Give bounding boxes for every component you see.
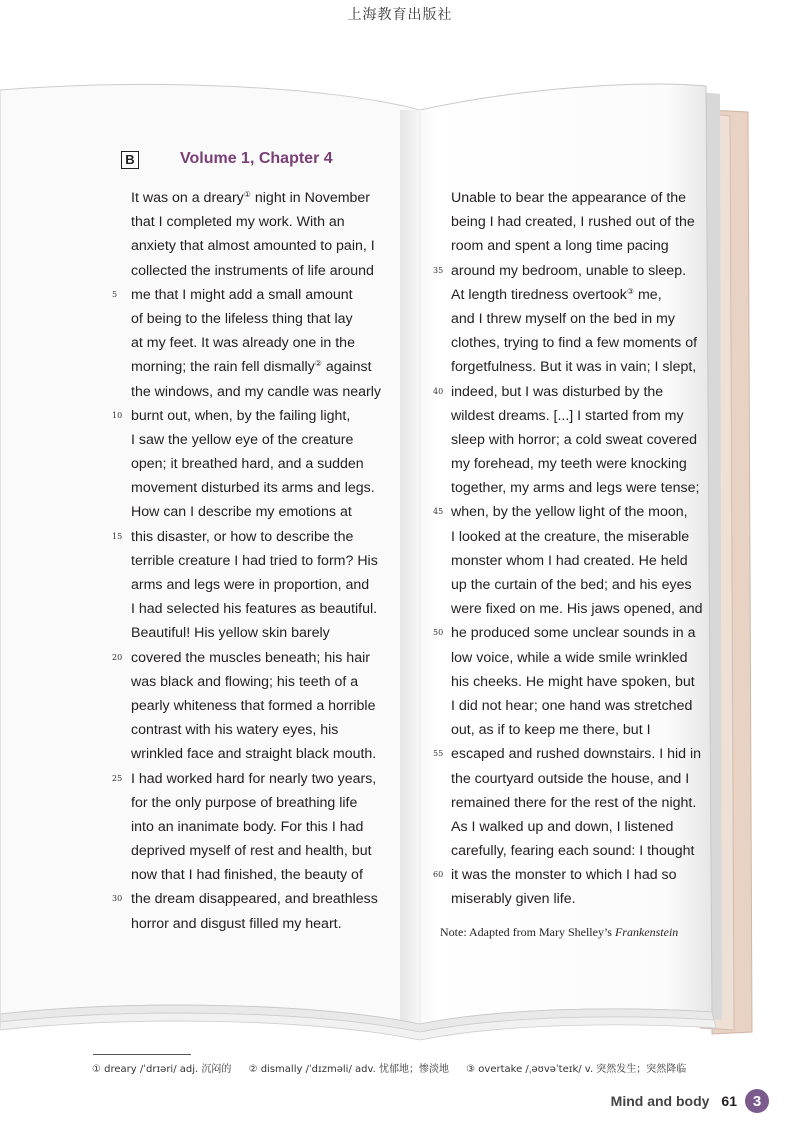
line-text: I had worked hard for nearly two years, xyxy=(131,770,377,787)
text-line xyxy=(131,452,431,476)
line-text: up the curtain of the bed; and his eyes xyxy=(451,577,692,593)
text-line xyxy=(112,887,431,911)
text-line xyxy=(131,428,431,452)
line-text: pearly whiteness that formed a horrible xyxy=(131,697,376,714)
text-line xyxy=(451,452,751,476)
line-text: around my bedroom, unable to sleep. xyxy=(451,262,687,279)
text-line xyxy=(451,283,751,307)
text-line xyxy=(131,210,431,234)
footnote-marker: ① xyxy=(243,190,251,199)
text-line xyxy=(131,355,431,379)
line-text: this disaster, or how to describe the xyxy=(131,528,354,545)
text-line xyxy=(112,283,431,307)
text-line xyxy=(131,815,431,839)
text-line xyxy=(131,621,431,645)
text-line xyxy=(131,380,431,404)
text-line xyxy=(451,573,751,597)
page-number: 61 xyxy=(721,1093,737,1109)
line-text: covered the muscles beneath; his hair xyxy=(131,649,370,666)
line-text: wrinkled face and straight black mouth. xyxy=(131,746,377,763)
text-line xyxy=(131,259,431,283)
line-text: indeed, but I was disturbed by the xyxy=(451,383,664,400)
text-line xyxy=(131,742,431,766)
line-text: into an inanimate body. For this I had xyxy=(131,818,364,835)
line-text: it was the monster to which I had so xyxy=(451,867,677,884)
line-text: monster whom I had created. He held xyxy=(451,552,688,569)
text-line xyxy=(131,331,431,355)
line-text: It was on a dreary xyxy=(131,190,244,206)
text-line xyxy=(131,839,431,863)
text-line xyxy=(451,476,751,500)
text-line xyxy=(451,718,751,742)
line-number: 45 xyxy=(433,507,444,517)
text-line xyxy=(451,767,751,791)
line-text: wildest dreams. [...] I started from my xyxy=(451,407,684,424)
line-text: arms and legs were in proportion, and xyxy=(131,577,370,593)
line-number: 25 xyxy=(112,773,123,783)
line-text: remained there for the rest of the night. xyxy=(451,794,697,811)
unit-title: Mind and body xyxy=(610,1093,710,1109)
source-note-work: Frankenstein xyxy=(614,925,679,939)
line-text: morning; the rain fell dismally xyxy=(131,359,315,376)
text-line xyxy=(451,234,751,258)
text-line xyxy=(131,500,431,524)
text-line xyxy=(451,331,751,355)
line-text: I did not hear; one hand was stretched xyxy=(451,697,693,714)
text-line xyxy=(112,525,431,549)
line-number: 5 xyxy=(112,289,118,299)
footnotes xyxy=(92,1060,700,1075)
line-text: Unable to bear the appearance of the xyxy=(451,190,687,206)
line-text: that I completed my work. With an xyxy=(131,214,345,231)
text-line xyxy=(451,355,751,379)
line-text: miserably given life. xyxy=(451,891,576,908)
text-line xyxy=(131,476,431,500)
publisher-name: 上海教育出版社 xyxy=(347,7,453,23)
line-text: he produced some unclear sounds in a xyxy=(451,625,696,642)
text-line xyxy=(131,694,431,718)
section-label: B xyxy=(121,151,139,169)
line-text: movement disturbed its arms and legs. xyxy=(131,480,375,497)
text-line xyxy=(433,742,751,766)
source-note xyxy=(440,925,678,940)
line-text: for the only purpose of breathing life xyxy=(131,794,358,811)
line-text: clothes, trying to find a few moments of xyxy=(451,335,698,352)
line-number: 35 xyxy=(433,265,444,275)
line-text-continued: against xyxy=(321,359,372,376)
footnote-3: ③ overtake /ˌəʊvəˈteɪk/ v. 突然发生；突然降临 xyxy=(466,1064,687,1075)
line-text: the windows, and my candle was nearly xyxy=(131,383,381,400)
line-text: being I had created, I rushed out of the xyxy=(451,214,695,231)
text-line xyxy=(433,863,751,887)
line-text: How can I describe my emotions at xyxy=(131,504,352,521)
text-line xyxy=(131,791,431,815)
unit-number-badge: 3 xyxy=(745,1089,769,1113)
line-text: my forehead, my teeth were knocking xyxy=(451,456,687,473)
text-line xyxy=(131,549,431,573)
line-text: sleep with horror; a cold sweat covered xyxy=(451,431,698,448)
text-line xyxy=(451,597,751,621)
text-line xyxy=(451,646,751,670)
text-line xyxy=(131,718,431,742)
source-note-prefix: Note: Adapted from Mary Shelley’s xyxy=(440,925,615,939)
line-text: contrast with his watery eyes, his xyxy=(131,722,339,739)
line-text: carefully, fearing each sound: I thought xyxy=(451,843,695,860)
text-line xyxy=(451,525,751,549)
text-line xyxy=(451,549,751,573)
line-text: out, as if to keep me there, but I xyxy=(451,722,651,739)
text-line xyxy=(451,670,751,694)
right-text-column xyxy=(433,186,751,912)
text-line xyxy=(451,404,751,428)
text-line xyxy=(451,186,751,210)
line-text: were fixed on me. His jaws opened, and xyxy=(451,601,703,618)
line-text: when, by the yellow light of the moon, xyxy=(451,504,688,521)
line-text: room and spent a long time pacing xyxy=(451,238,669,255)
text-line xyxy=(451,887,751,911)
text-line xyxy=(433,621,751,645)
text-line xyxy=(131,186,431,210)
text-line xyxy=(451,210,751,234)
text-line xyxy=(131,307,431,331)
line-number: 30 xyxy=(112,894,123,904)
line-text: I had selected his features as beautiful. xyxy=(131,601,378,618)
line-text: and I threw myself on the bed in my xyxy=(451,310,675,327)
text-line xyxy=(112,646,431,670)
line-number: 40 xyxy=(433,386,444,396)
chapter-title: Volume 1, Chapter 4 xyxy=(180,150,333,167)
line-text: deprived myself of rest and health, but xyxy=(131,843,372,860)
text-line xyxy=(131,912,431,936)
line-number: 15 xyxy=(112,531,123,541)
text-line xyxy=(451,428,751,452)
line-text: was black and flowing; his teeth of a xyxy=(131,673,359,690)
text-line xyxy=(112,767,431,791)
line-text: I saw the yellow eye of the creature xyxy=(131,431,354,448)
text-line xyxy=(451,791,751,815)
footnote-marker: ③ xyxy=(626,286,635,296)
footnote-divider xyxy=(93,1054,191,1055)
line-text: As I walked up and down, I listened xyxy=(451,818,674,835)
page-footer xyxy=(611,1088,769,1114)
text-line xyxy=(112,404,431,428)
left-text-column xyxy=(112,186,431,936)
line-text: horror and disgust filled my heart. xyxy=(131,915,342,932)
text-line xyxy=(451,815,751,839)
line-text: his cheeks. He might have spoken, but xyxy=(451,673,695,690)
line-text: together, my arms and legs were tense; xyxy=(451,480,700,497)
line-number: 50 xyxy=(433,628,444,638)
line-text: low voice, while a wide smile wrinkled xyxy=(451,649,688,666)
line-text: me that I might add a small amount xyxy=(131,286,353,303)
text-line xyxy=(433,259,751,283)
line-text: I looked at the creature, the miserable xyxy=(451,528,690,545)
line-text: open; it breathed hard, and a sudden xyxy=(131,456,364,473)
text-line xyxy=(131,863,431,887)
text-line xyxy=(131,573,431,597)
line-text: terrible creature I had tried to form? His xyxy=(131,552,378,569)
line-text: the dream disappeared, and breathless xyxy=(131,891,378,908)
footnote-2: ② dismally /ˈdɪzməli/ adv. 忧郁地；惨淡地 xyxy=(248,1064,449,1075)
line-number: 60 xyxy=(433,870,444,880)
footnote-1: ① dreary /ˈdrɪəri/ adj. 沉闷的 xyxy=(92,1064,232,1075)
text-line xyxy=(433,500,751,524)
line-text: burnt out, when, by the failing light, xyxy=(131,407,351,424)
line-number: 55 xyxy=(433,749,444,759)
line-text: Beautiful! His yellow skin barely xyxy=(131,625,330,642)
line-text: anxiety that almost amounted to pain, I xyxy=(131,238,375,255)
line-text: now that I had finished, the beauty of xyxy=(131,867,363,884)
line-text: of being to the lifeless thing that lay xyxy=(131,310,353,327)
text-line xyxy=(451,307,751,331)
line-text: collected the instruments of life around xyxy=(131,262,374,279)
line-text: the courtyard outside the house, and I xyxy=(451,770,690,787)
footnote-marker: ② xyxy=(314,359,322,369)
text-line xyxy=(433,380,751,404)
line-text: at my feet. It was already one in the xyxy=(131,335,355,352)
text-line xyxy=(131,597,431,621)
text-line xyxy=(451,839,751,863)
line-text: forgetfulness. But it was in vain; I slept, xyxy=(451,359,697,376)
line-text: escaped and rushed downstairs. I hid in xyxy=(451,746,702,763)
line-text-continued: night in November xyxy=(250,190,371,206)
line-number: 20 xyxy=(112,652,123,662)
line-number: 10 xyxy=(112,410,123,420)
line-text: At length tiredness overtook xyxy=(451,286,627,303)
text-line xyxy=(131,234,431,258)
line-text-continued: me, xyxy=(634,286,662,303)
text-line xyxy=(131,670,431,694)
text-line xyxy=(451,694,751,718)
